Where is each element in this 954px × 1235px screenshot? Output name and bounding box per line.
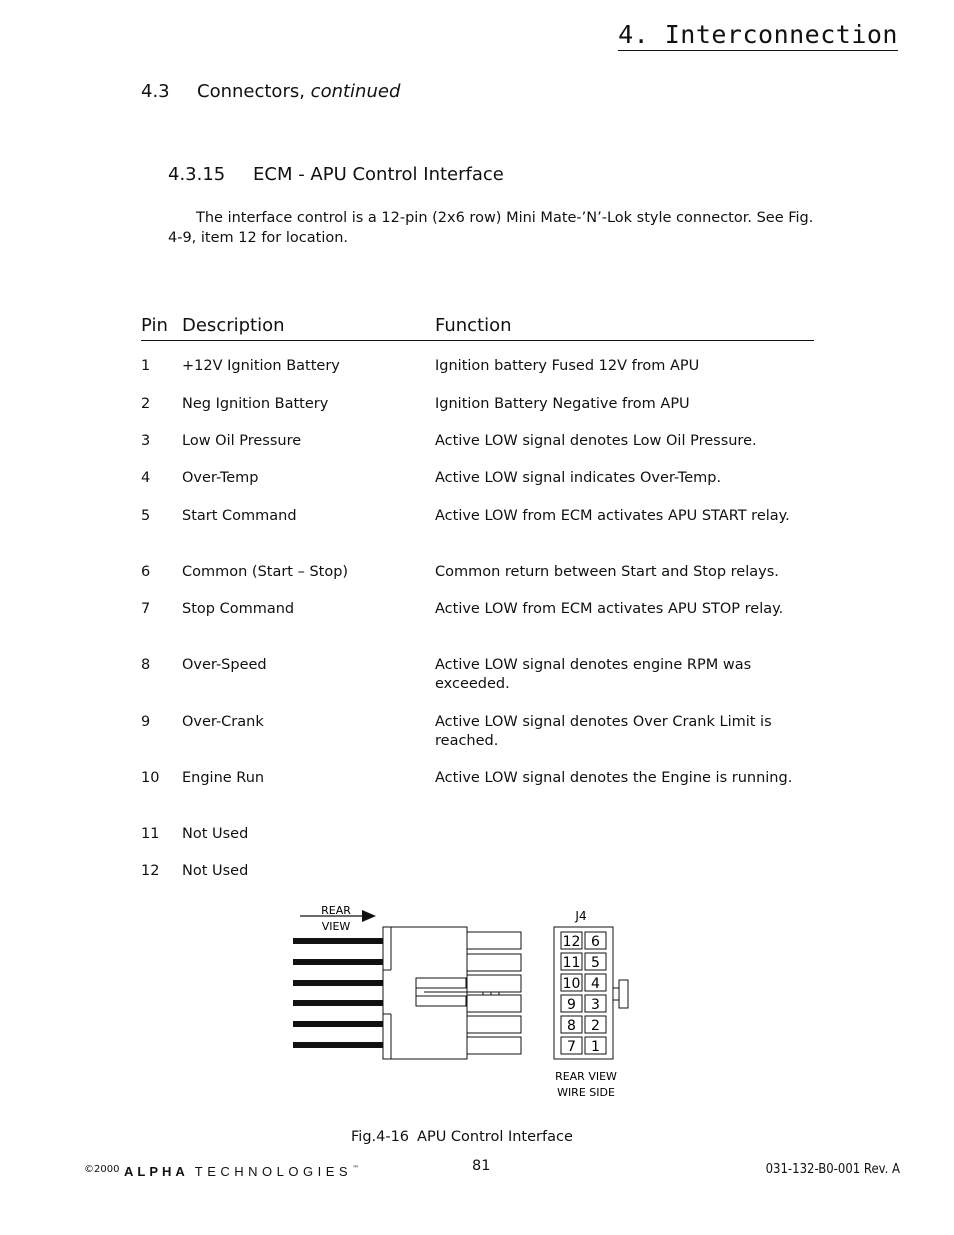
- pin-number: 3: [591, 997, 600, 1013]
- header-function: Function: [435, 315, 512, 336]
- pin-cell: 5: [141, 508, 151, 524]
- function-cell: Active LOW from ECM activates APU STOP relay.: [435, 601, 784, 617]
- description-cell: Stop Command: [182, 601, 295, 617]
- pin-cell: 7: [141, 601, 151, 617]
- pin-cell: 6: [141, 564, 151, 580]
- wire: [293, 980, 384, 986]
- pin-number: 9: [567, 997, 576, 1013]
- pin-number: 8: [567, 1018, 576, 1034]
- function-cell: Common return between Start and Stop relays.: [435, 564, 779, 580]
- latch: [416, 978, 466, 988]
- document-number: 031-132-B0-001 Rev. A: [765, 1162, 900, 1177]
- subsection-title: ECM - APU Control Interface: [253, 164, 504, 185]
- connector-label: J4: [575, 909, 587, 923]
- function-cell: Ignition battery Fused 12V from APU: [435, 358, 700, 374]
- terminal-slot: [467, 1037, 521, 1054]
- pin-cell: 1: [141, 358, 151, 374]
- pin-cell: 2: [141, 396, 151, 412]
- pin-cell: 10: [141, 770, 160, 786]
- wire-side-label: WIRE SIDE: [557, 1086, 615, 1099]
- pin-grid-latch: [619, 980, 628, 1008]
- function-cell: Active LOW signal denotes engine RPM was exceeded.: [435, 657, 752, 692]
- description-cell: Low Oil Pressure: [182, 433, 302, 449]
- wire: [293, 1021, 384, 1027]
- wire: [293, 1000, 384, 1006]
- pin-number: 7: [567, 1039, 576, 1055]
- description-cell: Engine Run: [182, 770, 265, 786]
- latch: [416, 996, 466, 1006]
- function-cell: Ignition Battery Negative from APU: [435, 396, 690, 412]
- subsection-number: 4.3.15: [168, 164, 226, 185]
- pin-cell: 4: [141, 470, 151, 486]
- description-cell: Common (Start – Stop): [182, 564, 349, 580]
- pin-number: 12: [562, 934, 581, 950]
- function-cell: Active LOW signal denotes the Engine is running.: [435, 770, 793, 786]
- pin-number: 5: [591, 955, 600, 971]
- pin-number: 2: [591, 1018, 600, 1034]
- terminal-slot: [467, 975, 521, 992]
- section-title: Connectors,: [197, 81, 311, 102]
- section-title-emph: continued: [310, 81, 401, 102]
- company-logo: [124, 1164, 359, 1180]
- description-cell: Neg Ignition Battery: [182, 396, 329, 412]
- pin-number: 6: [591, 934, 600, 950]
- function-cell: Active LOW signal denotes Over Crank Limit is reached.: [435, 714, 772, 749]
- description-cell: Not Used: [182, 863, 249, 879]
- terminal-slot: [467, 1016, 521, 1033]
- pin-number: 1: [591, 1039, 600, 1055]
- page-number: 81: [472, 1158, 491, 1174]
- rear-view-arrow-head: [362, 910, 376, 922]
- wire-group: [293, 938, 384, 1048]
- header-description: Description: [182, 315, 285, 336]
- pin-number: 4: [591, 976, 600, 992]
- figure-caption: [351, 1129, 573, 1145]
- footer-copyright: ©2000: [84, 1164, 120, 1175]
- rear-label: REAR: [321, 904, 351, 917]
- pin-cell: 8: [141, 657, 151, 673]
- pin-number: 10: [562, 976, 581, 992]
- figure-number: Fig.4-16: [351, 1129, 410, 1145]
- chapter-title: 4. Interconnection: [618, 20, 898, 49]
- logo-alpha: ALPHA: [124, 1164, 189, 1179]
- logo-technologies: TECHNOLOGIES: [194, 1164, 353, 1179]
- view-label: VIEW: [321, 920, 351, 933]
- connector-body: [383, 927, 467, 1059]
- function-cell: Active LOW signal denotes Low Oil Pressure.: [435, 433, 757, 449]
- terminal-slot: [467, 932, 521, 949]
- description-cell: Over-Crank: [182, 714, 264, 730]
- description-cell: Over-Speed: [182, 657, 267, 673]
- terminal-slot: [467, 995, 521, 1012]
- terminal-slot: [467, 954, 521, 971]
- logo-trademark: ™: [352, 1164, 360, 1173]
- pin-cell: 3: [141, 433, 151, 449]
- pin-cell: 11: [141, 826, 160, 842]
- description-cell: Start Command: [182, 508, 297, 524]
- function-cell: Active LOW from ECM activates APU START relay.: [435, 508, 790, 524]
- wire: [293, 1042, 384, 1048]
- rear-view-wire-label: REAR VIEW: [555, 1070, 617, 1083]
- figure-title: APU Control Interface: [417, 1129, 573, 1145]
- function-cell: Active LOW signal indicates Over-Temp.: [435, 470, 722, 486]
- description-cell: Over-Temp: [182, 470, 259, 486]
- section-number: 4.3: [141, 81, 170, 102]
- description-cell: Not Used: [182, 826, 249, 842]
- wire: [293, 959, 384, 965]
- wire: [293, 938, 384, 944]
- description-cell: +12V Ignition Battery: [182, 358, 340, 374]
- pin-cell: 9: [141, 714, 151, 730]
- header-pin: Pin: [141, 315, 168, 336]
- pin-cell: 12: [141, 863, 160, 879]
- pin-grid-key: [613, 988, 619, 1000]
- intro-paragraph: The interface control is a 12-pin (2x6 row) Mini Mate-’N’-Lok style connector. See Fig. 4-9, item 12 for location.: [168, 210, 814, 246]
- pin-number: 11: [562, 955, 581, 971]
